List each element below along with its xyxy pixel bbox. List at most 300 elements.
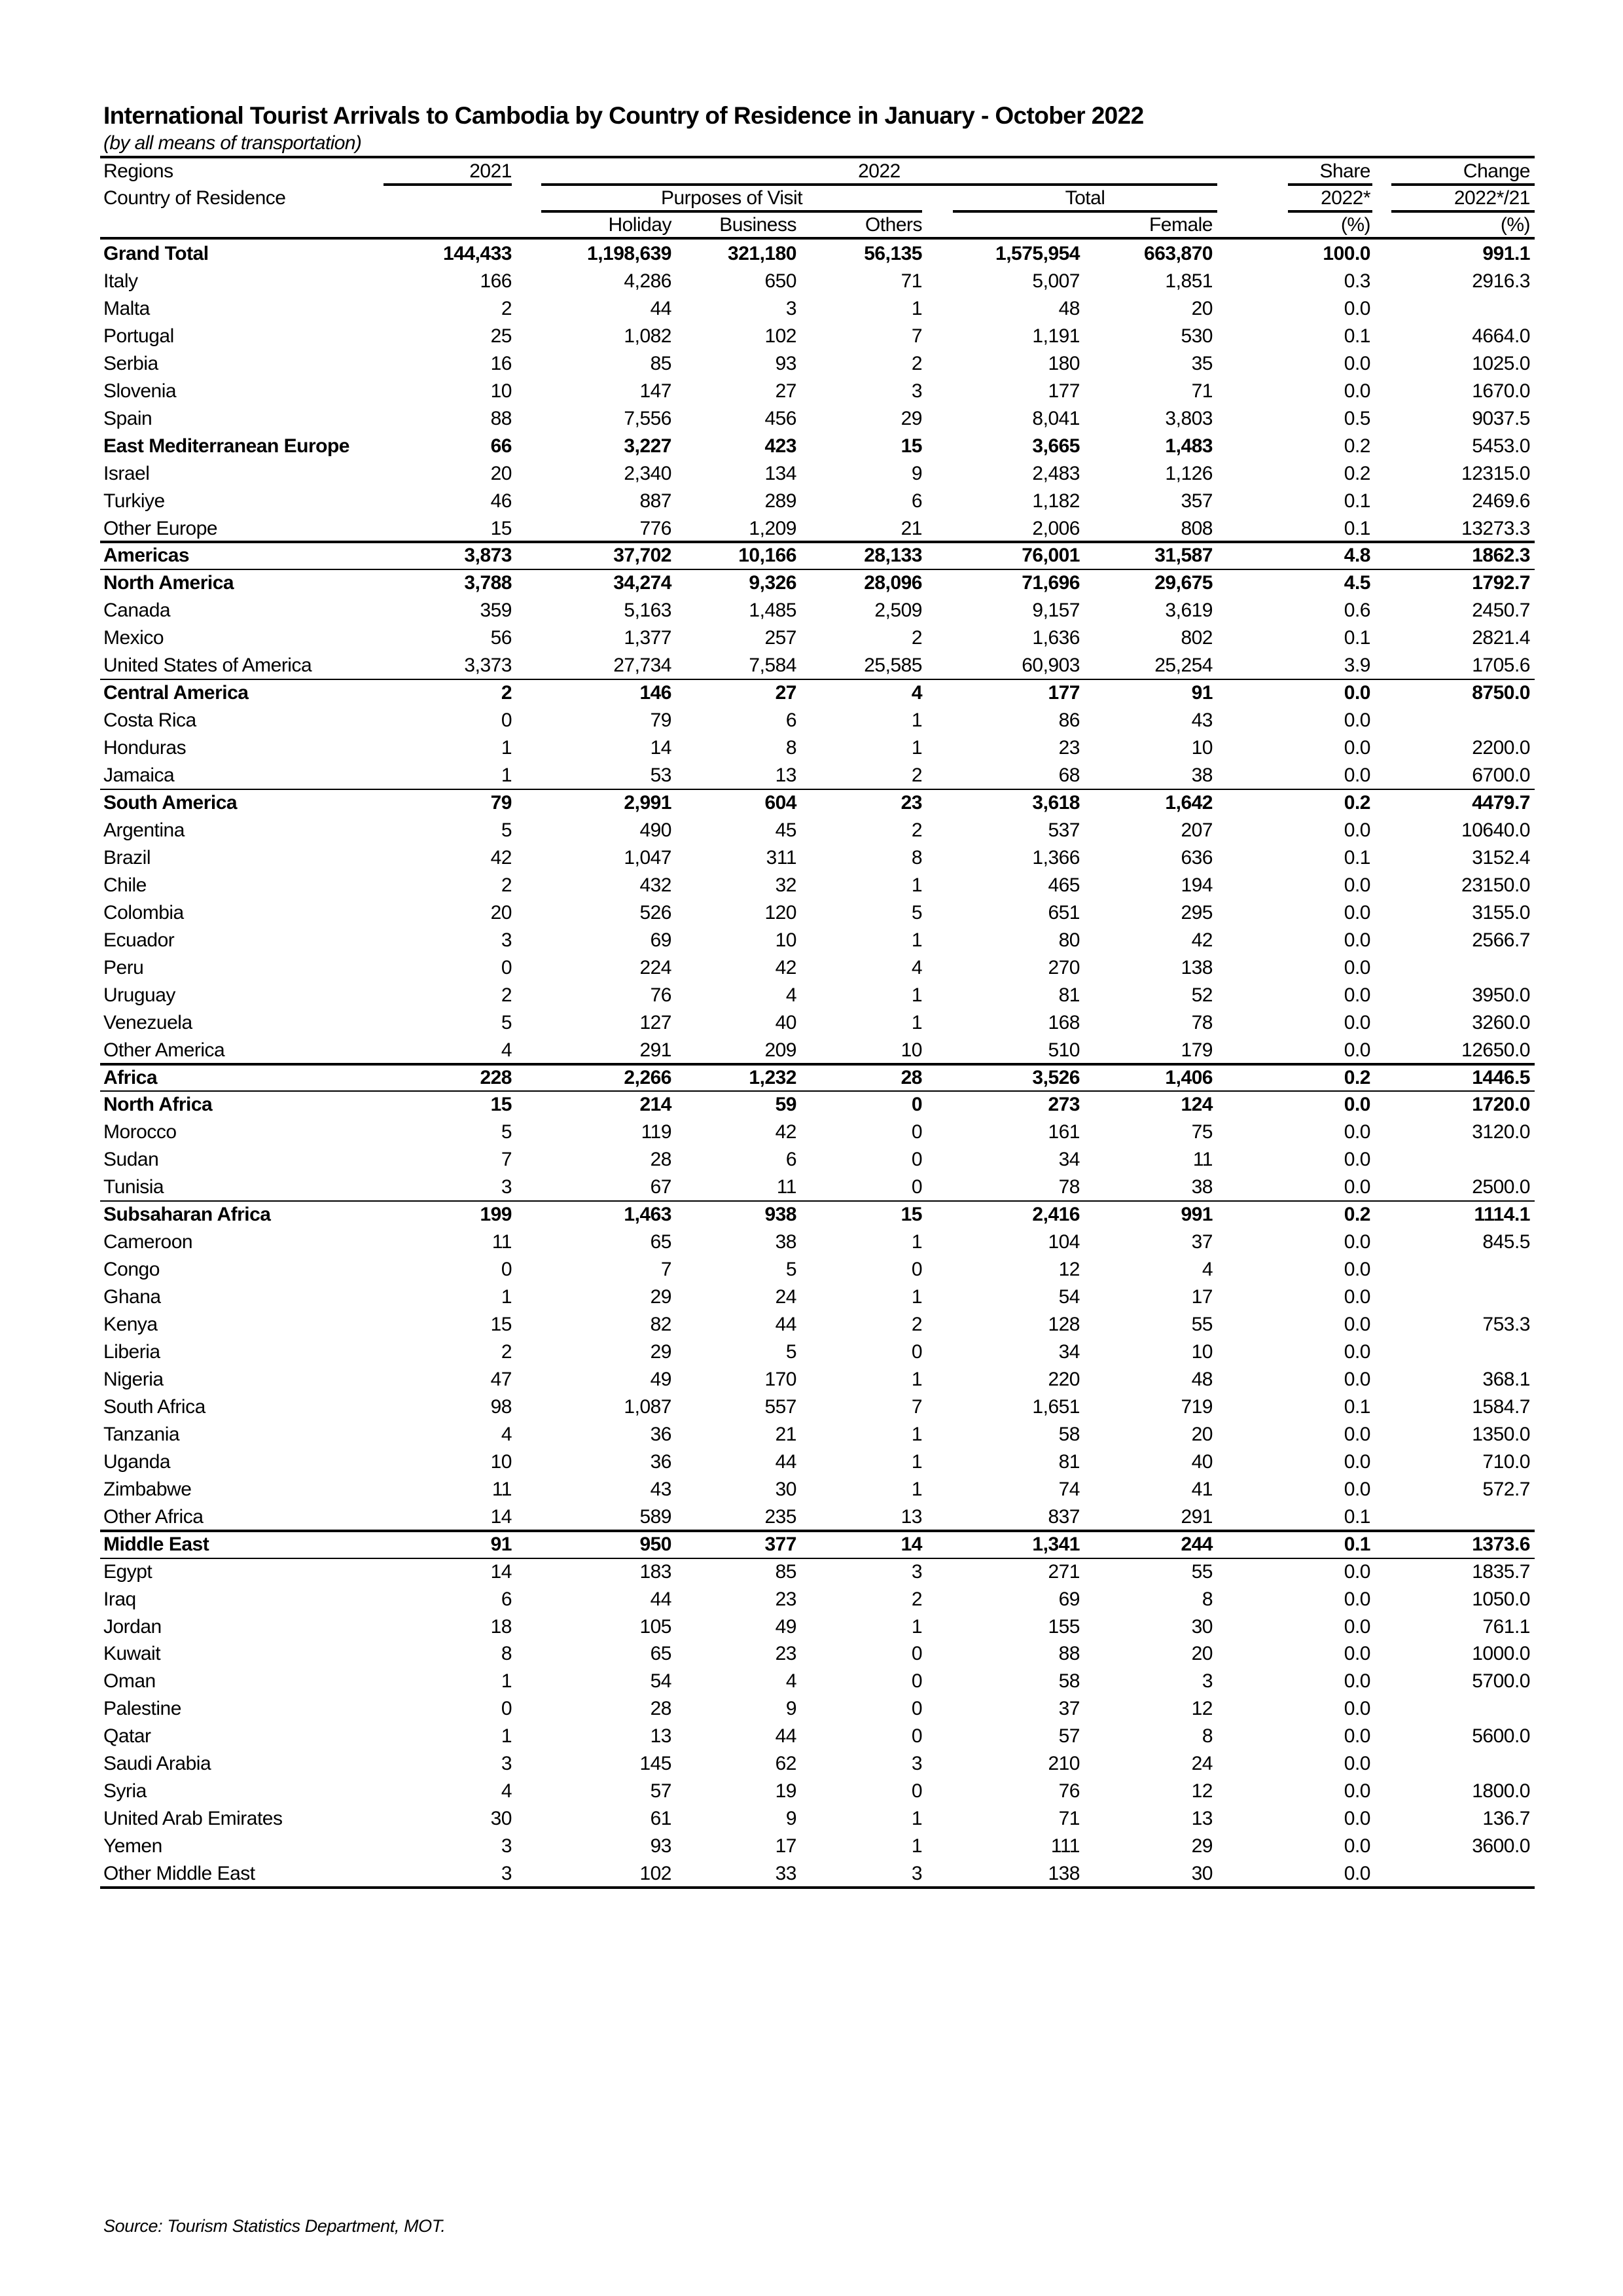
female-2022: 29: [1191, 1835, 1213, 1857]
table-row: [100, 1311, 1535, 1338]
table-row: [100, 1366, 1535, 1393]
table-row: [100, 323, 1535, 350]
table-row: [100, 734, 1535, 762]
holiday-2022: 1,047: [624, 846, 671, 869]
share-2022: 0.1: [1344, 846, 1370, 869]
business-2022: 44: [775, 1450, 796, 1473]
table-row: [100, 1833, 1535, 1860]
others-2022: 28,096: [864, 572, 922, 594]
arrivals-2021: 3,873: [464, 545, 512, 567]
female-2022: 1,851: [1165, 270, 1213, 292]
female-2022: 719: [1181, 1395, 1213, 1418]
total-2022: 58: [1058, 1423, 1080, 1445]
country-name: Morocco: [103, 1121, 177, 1143]
change-2022-21: 4664.0: [1472, 325, 1530, 347]
arrivals-2021: 228: [480, 1066, 512, 1088]
female-2022: 29,675: [1154, 572, 1213, 594]
change-2022-21: [1399, 1503, 1530, 1531]
holiday-2022: 2,340: [624, 462, 671, 484]
holiday-2022: 79: [650, 709, 671, 732]
business-2022: 38: [775, 1231, 796, 1253]
holiday-2022: 2,991: [624, 792, 671, 814]
country-name: Honduras: [103, 737, 187, 759]
country-name: Palestine: [103, 1698, 181, 1720]
arrivals-2021: 18: [490, 1615, 512, 1638]
country-name: Liberia: [103, 1341, 160, 1363]
business-2022: 44: [775, 1725, 796, 1748]
others-2022: 5: [911, 901, 922, 924]
others-2022: 6: [911, 490, 922, 512]
table-row: [100, 762, 1535, 789]
business-2022: 10,166: [738, 545, 796, 567]
business-2022: 321,180: [728, 243, 796, 264]
others-2022: 0: [911, 1121, 922, 1143]
share-2022: 0.0: [1344, 380, 1370, 402]
arrivals-2021: 4: [501, 1780, 512, 1803]
female-2022: 24: [1191, 1753, 1213, 1775]
others-2022: 25,585: [864, 655, 922, 677]
change-2022-21: 1114.1: [1474, 1204, 1530, 1226]
holiday-2022: 127: [639, 1011, 671, 1033]
arrivals-2021: 1: [501, 737, 512, 759]
arrivals-2021: 20: [490, 462, 512, 484]
business-2022: 377: [764, 1533, 796, 1555]
change-2022-21: [1399, 1750, 1530, 1778]
change-2022-21: 6700.0: [1472, 764, 1530, 787]
table-top-rule: [100, 156, 1535, 158]
table-row: [100, 927, 1535, 954]
female-2022: 3,803: [1165, 407, 1213, 429]
share-2022: 0.0: [1344, 1286, 1370, 1308]
business-2022: 33: [775, 1863, 796, 1885]
share-2022: 4.8: [1344, 545, 1370, 567]
business-2022: 604: [764, 792, 796, 814]
rule-under-total: [953, 210, 1217, 213]
table-row: [100, 1586, 1535, 1613]
total-2022: 210: [1048, 1753, 1080, 1775]
others-2022: 8: [911, 846, 922, 869]
others-2022: 1: [911, 984, 922, 1006]
change-2022-21: [1399, 954, 1530, 982]
holiday-2022: 44: [650, 1588, 671, 1610]
arrivals-2021: 4: [501, 1039, 512, 1061]
arrivals-2021: 1: [501, 764, 512, 787]
others-2022: 13: [901, 1505, 922, 1528]
others-2022: 0: [911, 1094, 922, 1116]
arrivals-2021: 47: [490, 1368, 512, 1390]
others-2022: 28,133: [864, 545, 922, 567]
country-name: Cameroon: [103, 1231, 193, 1253]
business-2022: 134: [764, 462, 796, 484]
total-2022: 161: [1048, 1121, 1080, 1143]
arrivals-2021: 0: [501, 1259, 512, 1281]
others-2022: 1: [911, 297, 922, 319]
country-name: Yemen: [103, 1835, 162, 1857]
business-2022: 289: [764, 490, 796, 512]
female-2022: 138: [1181, 956, 1213, 978]
holiday-2022: 57: [650, 1780, 671, 1803]
others-2022: 0: [911, 1725, 922, 1748]
total-2022: 1,182: [1032, 490, 1080, 512]
country-name: Argentina: [103, 819, 185, 841]
total-2022: 1,651: [1032, 1395, 1080, 1418]
female-2022: 1,126: [1165, 462, 1213, 484]
rule-under-2021: [383, 183, 512, 186]
female-2022: 20: [1191, 1643, 1213, 1665]
change-2022-21: 1720.0: [1472, 1094, 1530, 1116]
total-2022: 155: [1048, 1615, 1080, 1638]
country-name: Qatar: [103, 1725, 151, 1748]
others-2022: 0: [911, 1670, 922, 1693]
table-row: [100, 1695, 1535, 1723]
holiday-2022: 589: [639, 1505, 671, 1528]
business-2022: 8: [785, 737, 796, 759]
female-2022: 71: [1191, 380, 1213, 402]
arrivals-2021: 15: [490, 517, 512, 539]
table-row: [100, 569, 1535, 597]
holiday-2022: 69: [650, 929, 671, 951]
female-2022: 20: [1191, 1423, 1213, 1445]
change-2022-21: 753.3: [1482, 1314, 1530, 1336]
change-2022-21: [1399, 1338, 1530, 1366]
business-2022: 32: [775, 874, 796, 896]
country-name: Other Middle East: [103, 1863, 255, 1885]
table-row: [100, 1283, 1535, 1311]
holiday-2022: 76: [650, 984, 671, 1006]
business-2022: 1,209: [749, 517, 796, 539]
header-country-of-residence: Country of Residence: [103, 187, 286, 209]
female-2022: 10: [1191, 1341, 1213, 1363]
female-2022: 55: [1191, 1560, 1213, 1583]
others-2022: 1: [911, 1231, 922, 1253]
total-2022: 271: [1048, 1560, 1080, 1583]
arrivals-2021: 46: [490, 490, 512, 512]
female-2022: 12: [1191, 1780, 1213, 1803]
country-name: Israel: [103, 462, 150, 484]
female-2022: 357: [1181, 490, 1213, 512]
holiday-2022: 49: [650, 1368, 671, 1390]
female-2022: 10: [1191, 737, 1213, 759]
share-2022: 0.0: [1344, 1615, 1370, 1638]
change-2022-21: 3950.0: [1472, 984, 1530, 1006]
business-2022: 49: [775, 1615, 796, 1638]
holiday-2022: 224: [639, 956, 671, 978]
header-regions: Regions: [103, 160, 173, 182]
arrivals-2021: 2: [501, 682, 512, 704]
total-2022: 57: [1058, 1725, 1080, 1748]
arrivals-2021: 56: [490, 627, 512, 649]
document-subtitle: (by all means of transportation): [103, 132, 362, 154]
total-2022: 74: [1058, 1478, 1080, 1500]
others-2022: 0: [911, 1698, 922, 1720]
total-2022: 138: [1048, 1863, 1080, 1885]
female-2022: 11: [1192, 1149, 1213, 1171]
holiday-2022: 2,266: [624, 1066, 671, 1088]
total-2022: 69: [1058, 1588, 1080, 1610]
change-2022-21: 1446.5: [1472, 1066, 1530, 1088]
header-change-years: 2022*/21: [1454, 187, 1530, 209]
change-2022-21: [1399, 1860, 1530, 1888]
female-2022: 13: [1191, 1808, 1213, 1830]
change-2022-21: 2469.6: [1472, 490, 1530, 512]
change-2022-21: 1350.0: [1472, 1423, 1530, 1445]
share-2022: 0.0: [1344, 1780, 1370, 1803]
arrivals-2021: 5: [501, 819, 512, 841]
business-2022: 938: [764, 1204, 796, 1226]
share-2022: 0.0: [1344, 819, 1370, 841]
change-2022-21: 5453.0: [1472, 435, 1530, 457]
table-row: [100, 899, 1535, 927]
share-2022: 0.0: [1344, 1314, 1370, 1336]
business-2022: 235: [764, 1505, 796, 1528]
holiday-2022: 93: [650, 1835, 671, 1857]
table-row: [100, 295, 1535, 323]
total-2022: 76: [1058, 1780, 1080, 1803]
others-2022: 3: [911, 380, 922, 402]
total-2022: 3,526: [1032, 1066, 1080, 1088]
country-name: Uganda: [103, 1450, 171, 1473]
header-business: Business: [719, 214, 796, 236]
others-2022: 0: [911, 1780, 922, 1803]
female-2022: 38: [1191, 764, 1213, 787]
rule-under-change: [1391, 183, 1535, 186]
holiday-2022: 432: [639, 874, 671, 896]
business-2022: 4: [785, 1670, 796, 1693]
business-2022: 9,326: [749, 572, 796, 594]
others-2022: 1: [911, 874, 922, 896]
country-name: Venezuela: [103, 1011, 192, 1033]
rule-under-2022: [541, 183, 1217, 186]
female-2022: 1,642: [1165, 792, 1213, 814]
change-2022-21: 1705.6: [1472, 655, 1530, 677]
arrivals-2021: 91: [490, 1533, 512, 1555]
share-2022: 0.0: [1344, 1341, 1370, 1363]
country-name: North Africa: [103, 1094, 213, 1116]
country-name: Other America: [103, 1039, 225, 1061]
share-2022: 0.1: [1344, 1505, 1370, 1528]
country-name: Canada: [103, 600, 171, 622]
business-2022: 59: [775, 1094, 796, 1116]
others-2022: 2,509: [874, 600, 922, 622]
change-2022-21: 845.5: [1482, 1231, 1530, 1253]
country-name: Sudan: [103, 1149, 159, 1171]
arrivals-2021: 2: [501, 874, 512, 896]
holiday-2022: 776: [639, 517, 671, 539]
holiday-2022: 1,463: [624, 1204, 671, 1226]
total-2022: 23: [1058, 737, 1080, 759]
arrivals-2021: 15: [490, 1094, 512, 1116]
arrivals-2021: 14: [490, 1560, 512, 1583]
arrivals-2021: 30: [490, 1808, 512, 1830]
business-2022: 4: [785, 984, 796, 1006]
country-name: Peru: [103, 956, 144, 978]
country-name: Nigeria: [103, 1368, 164, 1390]
country-name: Tanzania: [103, 1423, 180, 1445]
female-2022: 808: [1181, 517, 1213, 539]
source-note: Source: Tourism Statistics Department, MOT.: [103, 2216, 446, 2236]
share-2022: 0.0: [1344, 1039, 1370, 1061]
arrivals-2021: 1: [501, 1670, 512, 1693]
header-2021: 2021: [469, 160, 512, 182]
table-row: [100, 542, 1535, 569]
total-2022: 537: [1048, 819, 1080, 841]
header-change: Change: [1463, 160, 1530, 182]
holiday-2022: 53: [650, 764, 671, 787]
country-name: Americas: [103, 545, 190, 567]
table-row: [100, 460, 1535, 488]
share-2022: 0.0: [1344, 1863, 1370, 1885]
share-2022: 0.2: [1344, 792, 1370, 814]
total-2022: 68: [1058, 764, 1080, 787]
country-name: Slovenia: [103, 380, 177, 402]
change-2022-21: 368.1: [1482, 1368, 1530, 1390]
arrivals-2021: 2: [501, 297, 512, 319]
female-2022: 207: [1181, 819, 1213, 841]
change-2022-21: 12650.0: [1461, 1039, 1530, 1061]
holiday-2022: 119: [641, 1121, 671, 1143]
holiday-2022: 43: [650, 1478, 671, 1500]
holiday-2022: 34,274: [613, 572, 671, 594]
table-row: [100, 817, 1535, 844]
others-2022: 2: [911, 764, 922, 787]
business-2022: 24: [775, 1286, 796, 1308]
others-2022: 23: [901, 792, 922, 814]
total-2022: 1,191: [1032, 325, 1080, 347]
arrivals-2021: 14: [490, 1505, 512, 1528]
business-2022: 9: [785, 1698, 796, 1720]
share-2022: 0.0: [1344, 709, 1370, 732]
business-2022: 311: [766, 846, 796, 869]
arrivals-2021: 16: [490, 352, 512, 374]
others-2022: 1: [911, 929, 922, 951]
business-2022: 456: [764, 407, 796, 429]
share-2022: 0.1: [1344, 1533, 1370, 1555]
holiday-2022: 54: [650, 1670, 671, 1693]
table-row: [100, 1201, 1535, 1229]
female-2022: 41: [1191, 1478, 1213, 1500]
arrivals-2021: 3,373: [464, 655, 512, 677]
others-2022: 1: [911, 1478, 922, 1500]
table-row: [100, 1009, 1535, 1037]
business-2022: 423: [764, 435, 796, 457]
change-2022-21: 12315.0: [1461, 462, 1530, 484]
business-2022: 1,232: [749, 1066, 796, 1088]
country-name: Subsaharan Africa: [103, 1204, 271, 1226]
arrivals-2021: 0: [501, 709, 512, 732]
country-name: Middle East: [103, 1533, 209, 1555]
total-2022: 2,483: [1032, 462, 1080, 484]
header-total: Total: [1065, 187, 1105, 209]
holiday-2022: 67: [650, 1176, 671, 1198]
female-2022: 75: [1191, 1121, 1213, 1143]
total-2022: 71: [1058, 1808, 1080, 1830]
others-2022: 1: [911, 1011, 922, 1033]
holiday-2022: 29: [650, 1286, 671, 1308]
others-2022: 7: [911, 1395, 922, 1418]
header-2022: 2022: [858, 160, 901, 182]
business-2022: 93: [775, 352, 796, 374]
share-2022: 0.0: [1344, 1450, 1370, 1473]
holiday-2022: 37,702: [613, 545, 671, 567]
arrivals-2021: 359: [480, 600, 512, 622]
female-2022: 42: [1191, 929, 1213, 951]
holiday-2022: 102: [639, 1863, 671, 1885]
business-2022: 27: [775, 380, 796, 402]
others-2022: 2: [911, 627, 922, 649]
others-2022: 0: [911, 1643, 922, 1665]
share-2022: 0.0: [1344, 984, 1370, 1006]
table-row: [100, 982, 1535, 1009]
country-name: Syria: [103, 1780, 147, 1803]
country-name: Saudi Arabia: [103, 1753, 211, 1775]
country-name: United Arab Emirates: [103, 1808, 283, 1830]
total-2022: 78: [1058, 1176, 1080, 1198]
holiday-2022: 29: [650, 1341, 671, 1363]
total-2022: 104: [1048, 1231, 1080, 1253]
female-2022: 38: [1191, 1176, 1213, 1198]
table-row: [100, 1174, 1535, 1201]
table-row: [100, 1119, 1535, 1146]
arrivals-2021: 2: [501, 1341, 512, 1363]
change-2022-21: 136.7: [1482, 1808, 1530, 1830]
business-2022: 5: [785, 1259, 796, 1281]
total-2022: 48: [1058, 297, 1080, 319]
change-2022-21: 991.1: [1482, 243, 1530, 264]
others-2022: 1: [911, 1450, 922, 1473]
country-name: South Africa: [103, 1395, 205, 1418]
arrivals-2021: 10: [490, 1450, 512, 1473]
female-2022: 530: [1181, 325, 1213, 347]
share-2022: 0.0: [1344, 929, 1370, 951]
female-2022: 25,254: [1154, 655, 1213, 677]
share-2022: 0.1: [1344, 627, 1370, 649]
holiday-2022: 28: [650, 1698, 671, 1720]
business-2022: 13: [775, 764, 796, 787]
others-2022: 1: [911, 1368, 922, 1390]
business-2022: 3: [785, 297, 796, 319]
rule-under-share-sub: [1288, 210, 1372, 213]
total-2022: 76,001: [1022, 545, 1080, 567]
female-2022: 3: [1202, 1670, 1213, 1693]
country-name: Jamaica: [103, 764, 175, 787]
country-name: Serbia: [103, 352, 158, 374]
female-2022: 55: [1191, 1314, 1213, 1336]
total-2022: 81: [1058, 1450, 1080, 1473]
country-name: Malta: [103, 297, 150, 319]
change-2022-21: 1373.6: [1472, 1533, 1530, 1555]
table-row: [100, 1476, 1535, 1503]
rule-under-change-sub: [1391, 210, 1535, 213]
country-name: Zimbabwe: [103, 1478, 192, 1500]
arrivals-2021: 6: [501, 1588, 512, 1610]
change-2022-21: 8750.0: [1472, 682, 1530, 704]
share-2022: 0.0: [1344, 1835, 1370, 1857]
female-2022: 1,406: [1165, 1066, 1213, 1088]
female-2022: 40: [1191, 1450, 1213, 1473]
business-2022: 23: [775, 1588, 796, 1610]
female-2022: 78: [1191, 1011, 1213, 1033]
holiday-2022: 105: [639, 1615, 671, 1638]
female-2022: 30: [1191, 1863, 1213, 1885]
total-2022: 12: [1058, 1259, 1080, 1281]
total-2022: 651: [1048, 901, 1080, 924]
female-2022: 35: [1191, 352, 1213, 374]
share-2022: 0.0: [1344, 956, 1370, 978]
change-2022-21: 2500.0: [1472, 1176, 1530, 1198]
change-2022-21: 3120.0: [1472, 1121, 1530, 1143]
change-2022-21: 2821.4: [1472, 627, 1530, 649]
female-2022: 179: [1181, 1039, 1213, 1061]
